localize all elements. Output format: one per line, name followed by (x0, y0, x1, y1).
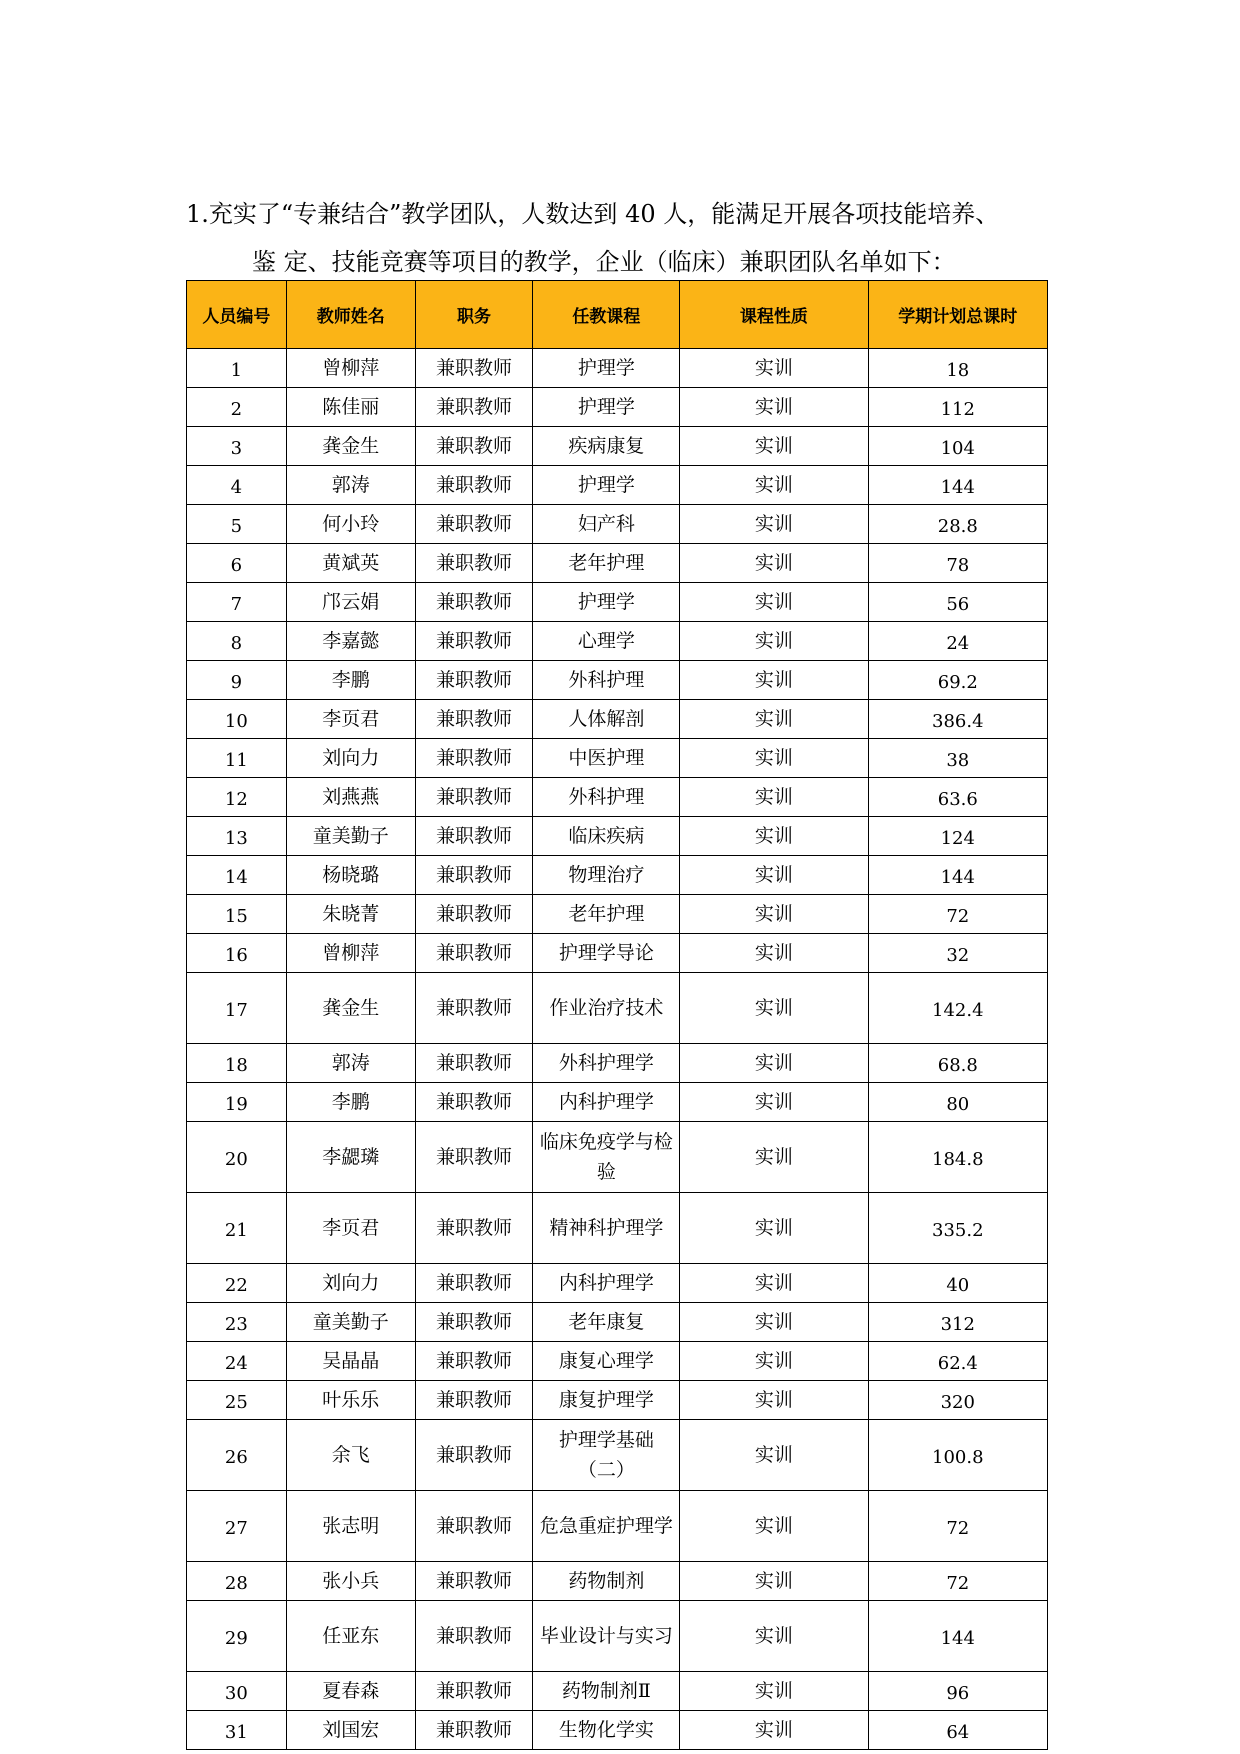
cell-position: 兼职教师 (415, 427, 533, 466)
cell-course: 外科护理 (533, 778, 680, 817)
header-id: 人员编号 (187, 281, 287, 349)
cell-teacher-name: 刘国宏 (286, 1711, 415, 1750)
cell-position: 兼职教师 (415, 622, 533, 661)
cell-position: 兼职教师 (415, 895, 533, 934)
cell-id: 12 (187, 778, 287, 817)
cell-course: 中医护理 (533, 739, 680, 778)
cell-teacher-name: 童美勤子 (286, 1303, 415, 1342)
cell-id: 19 (187, 1083, 287, 1122)
cell-position: 兼职教师 (415, 817, 533, 856)
cell-course: 药物制剂Ⅱ (533, 1672, 680, 1711)
cell-course: 疾病康复 (533, 427, 680, 466)
cell-position: 兼职教师 (415, 388, 533, 427)
cell-id: 9 (187, 661, 287, 700)
cell-total-hours: 386.4 (868, 700, 1047, 739)
cell-course-type: 实训 (680, 388, 868, 427)
cell-course-type: 实训 (680, 349, 868, 388)
cell-course: 精神科护理学 (533, 1193, 680, 1264)
cell-total-hours: 56 (868, 583, 1047, 622)
cell-course: 外科护理 (533, 661, 680, 700)
cell-course-type: 实训 (680, 1562, 868, 1601)
header-teacher-name: 教师姓名 (286, 281, 415, 349)
intro-line-2: 鉴 定、技能竞赛等项目的教学，企业（临床）兼职团队名单如下： (252, 248, 956, 276)
cell-position: 兼职教师 (415, 466, 533, 505)
table-row (187, 661, 1048, 700)
table-row (187, 895, 1048, 934)
table-row (187, 739, 1048, 778)
table-row (187, 427, 1048, 466)
cell-total-hours: 38 (868, 739, 1047, 778)
cell-total-hours: 18 (868, 349, 1047, 388)
header-total-hours: 学期计划总课时 (868, 281, 1047, 349)
cell-id: 20 (187, 1122, 287, 1193)
cell-teacher-name: 刘向力 (286, 739, 415, 778)
cell-course-type: 实训 (680, 1044, 868, 1083)
cell-course: 护理学 (533, 388, 680, 427)
header-course: 任教课程 (533, 281, 680, 349)
cell-position: 兼职教师 (415, 934, 533, 973)
table-row (187, 349, 1048, 388)
table-row (187, 973, 1048, 1044)
cell-course: 老年康复 (533, 1303, 680, 1342)
cell-id: 28 (187, 1562, 287, 1601)
cell-total-hours: 78 (868, 544, 1047, 583)
cell-teacher-name: 龚金生 (286, 427, 415, 466)
table-row (187, 1193, 1048, 1264)
table-row (187, 1264, 1048, 1303)
table-row (187, 778, 1048, 817)
cell-id: 16 (187, 934, 287, 973)
cell-total-hours: 312 (868, 1303, 1047, 1342)
cell-position: 兼职教师 (415, 1083, 533, 1122)
table-row (187, 1122, 1048, 1193)
cell-teacher-name: 何小玲 (286, 505, 415, 544)
cell-course: 毕业设计与实习 (533, 1601, 680, 1672)
cell-position: 兼职教师 (415, 1491, 533, 1562)
cell-teacher-name: 李勰璘 (286, 1122, 415, 1193)
cell-id: 18 (187, 1044, 287, 1083)
cell-total-hours: 68.8 (868, 1044, 1047, 1083)
cell-position: 兼职教师 (415, 1672, 533, 1711)
cell-position: 兼职教师 (415, 778, 533, 817)
intro-line-1: 1.充实了“专兼结合”教学团队，人数达到 40 人，能满足开展各项技能培养、 (186, 200, 1000, 228)
cell-total-hours: 184.8 (868, 1122, 1047, 1193)
cell-course-type: 实训 (680, 856, 868, 895)
cell-id: 27 (187, 1491, 287, 1562)
cell-total-hours: 72 (868, 895, 1047, 934)
cell-teacher-name: 李嘉懿 (286, 622, 415, 661)
cell-id: 17 (187, 973, 287, 1044)
cell-id: 21 (187, 1193, 287, 1264)
cell-total-hours: 124 (868, 817, 1047, 856)
cell-total-hours: 144 (868, 1601, 1047, 1672)
cell-total-hours: 24 (868, 622, 1047, 661)
table-row (187, 1711, 1048, 1750)
cell-course-type: 实训 (680, 739, 868, 778)
cell-position: 兼职教师 (415, 583, 533, 622)
cell-position: 兼职教师 (415, 544, 533, 583)
cell-teacher-name: 张小兵 (286, 1562, 415, 1601)
cell-id: 29 (187, 1601, 287, 1672)
cell-id: 3 (187, 427, 287, 466)
cell-course-type: 实训 (680, 1672, 868, 1711)
cell-position: 兼职教师 (415, 1044, 533, 1083)
cell-teacher-name: 李鹏 (286, 661, 415, 700)
cell-position: 兼职教师 (415, 739, 533, 778)
cell-course-type: 实训 (680, 778, 868, 817)
cell-position: 兼职教师 (415, 1562, 533, 1601)
cell-teacher-name: 任亚东 (286, 1601, 415, 1672)
cell-course-type: 实训 (680, 1342, 868, 1381)
cell-position: 兼职教师 (415, 505, 533, 544)
cell-course: 药物制剂 (533, 1562, 680, 1601)
cell-course-type: 实训 (680, 817, 868, 856)
cell-id: 10 (187, 700, 287, 739)
cell-total-hours: 144 (868, 466, 1047, 505)
cell-position: 兼职教师 (415, 1711, 533, 1750)
cell-position: 兼职教师 (415, 1381, 533, 1420)
cell-course-type: 实训 (680, 700, 868, 739)
cell-course-type: 实训 (680, 1420, 868, 1491)
cell-course-type: 实训 (680, 466, 868, 505)
table-row (187, 856, 1048, 895)
cell-course-type: 实训 (680, 661, 868, 700)
cell-course-type: 实训 (680, 1083, 868, 1122)
table-row (187, 622, 1048, 661)
cell-teacher-name: 黄斌英 (286, 544, 415, 583)
cell-course-type: 实训 (680, 427, 868, 466)
cell-position: 兼职教师 (415, 661, 533, 700)
table-row (187, 1491, 1048, 1562)
cell-course: 物理治疗 (533, 856, 680, 895)
cell-course-type: 实训 (680, 1193, 868, 1264)
cell-id: 1 (187, 349, 287, 388)
cell-total-hours: 40 (868, 1264, 1047, 1303)
table-row (187, 1303, 1048, 1342)
cell-id: 13 (187, 817, 287, 856)
cell-teacher-name: 刘向力 (286, 1264, 415, 1303)
cell-course-type: 实训 (680, 1303, 868, 1342)
cell-total-hours: 104 (868, 427, 1047, 466)
table-row (187, 1672, 1048, 1711)
table-row (187, 1083, 1048, 1122)
cell-course: 临床疾病 (533, 817, 680, 856)
cell-position: 兼职教师 (415, 1122, 533, 1193)
cell-teacher-name: 童美勤子 (286, 817, 415, 856)
cell-id: 14 (187, 856, 287, 895)
cell-course-type: 实训 (680, 1711, 868, 1750)
cell-position: 兼职教师 (415, 1264, 533, 1303)
cell-total-hours: 142.4 (868, 973, 1047, 1044)
header-course-type: 课程性质 (680, 281, 868, 349)
cell-course: 外科护理学 (533, 1044, 680, 1083)
cell-total-hours: 112 (868, 388, 1047, 427)
cell-course: 护理学基础（二） (533, 1420, 680, 1491)
cell-teacher-name: 夏春森 (286, 1672, 415, 1711)
cell-teacher-name: 吴晶晶 (286, 1342, 415, 1381)
cell-id: 30 (187, 1672, 287, 1711)
cell-course-type: 实训 (680, 1264, 868, 1303)
cell-course: 老年护理 (533, 895, 680, 934)
cell-course: 康复护理学 (533, 1381, 680, 1420)
cell-total-hours: 28.8 (868, 505, 1047, 544)
cell-position: 兼职教师 (415, 1303, 533, 1342)
table-row (187, 1044, 1048, 1083)
cell-total-hours: 69.2 (868, 661, 1047, 700)
cell-id: 23 (187, 1303, 287, 1342)
table-row (187, 1562, 1048, 1601)
cell-course-type: 实训 (680, 973, 868, 1044)
cell-teacher-name: 叶乐乐 (286, 1381, 415, 1420)
cell-course-type: 实训 (680, 505, 868, 544)
cell-course-type: 实训 (680, 622, 868, 661)
cell-teacher-name: 龚金生 (286, 973, 415, 1044)
cell-teacher-name: 李鹏 (286, 1083, 415, 1122)
cell-teacher-name: 曾柳萍 (286, 934, 415, 973)
cell-course: 临床免疫学与检验 (533, 1122, 680, 1193)
cell-course: 妇产科 (533, 505, 680, 544)
table-row (187, 1601, 1048, 1672)
cell-id: 22 (187, 1264, 287, 1303)
cell-total-hours: 144 (868, 856, 1047, 895)
cell-course-type: 实训 (680, 1491, 868, 1562)
cell-course: 生物化学实 (533, 1711, 680, 1750)
cell-course-type: 实训 (680, 1122, 868, 1193)
cell-course: 老年护理 (533, 544, 680, 583)
cell-course: 人体解剖 (533, 700, 680, 739)
table-row (187, 1420, 1048, 1491)
cell-teacher-name: 李页君 (286, 700, 415, 739)
table-row (187, 583, 1048, 622)
intro-paragraph (186, 190, 1066, 286)
cell-position: 兼职教师 (415, 1342, 533, 1381)
cell-id: 24 (187, 1342, 287, 1381)
table-header-row (187, 281, 1048, 349)
cell-id: 26 (187, 1420, 287, 1491)
header-position: 职务 (415, 281, 533, 349)
cell-course: 护理学导论 (533, 934, 680, 973)
teacher-roster-table (186, 280, 1048, 1750)
cell-total-hours: 63.6 (868, 778, 1047, 817)
cell-course: 护理学 (533, 466, 680, 505)
cell-course-type: 实训 (680, 1601, 868, 1672)
cell-course: 心理学 (533, 622, 680, 661)
cell-course-type: 实训 (680, 895, 868, 934)
cell-total-hours: 72 (868, 1491, 1047, 1562)
cell-position: 兼职教师 (415, 1193, 533, 1264)
table-row (187, 388, 1048, 427)
cell-course: 康复心理学 (533, 1342, 680, 1381)
cell-total-hours: 320 (868, 1381, 1047, 1420)
cell-id: 25 (187, 1381, 287, 1420)
cell-total-hours: 72 (868, 1562, 1047, 1601)
cell-course: 护理学 (533, 349, 680, 388)
cell-teacher-name: 邝云娟 (286, 583, 415, 622)
cell-position: 兼职教师 (415, 700, 533, 739)
cell-teacher-name: 郭涛 (286, 1044, 415, 1083)
cell-total-hours: 62.4 (868, 1342, 1047, 1381)
table-row (187, 544, 1048, 583)
cell-course-type: 实训 (680, 1381, 868, 1420)
table-row (187, 1342, 1048, 1381)
cell-position: 兼职教师 (415, 1601, 533, 1672)
cell-teacher-name: 曾柳萍 (286, 349, 415, 388)
cell-position: 兼职教师 (415, 349, 533, 388)
cell-total-hours: 96 (868, 1672, 1047, 1711)
cell-teacher-name: 刘燕燕 (286, 778, 415, 817)
cell-id: 6 (187, 544, 287, 583)
cell-position: 兼职教师 (415, 1420, 533, 1491)
cell-course: 内科护理学 (533, 1264, 680, 1303)
cell-teacher-name: 杨晓璐 (286, 856, 415, 895)
table-row (187, 505, 1048, 544)
cell-id: 5 (187, 505, 287, 544)
cell-teacher-name: 陈佳丽 (286, 388, 415, 427)
cell-teacher-name: 郭涛 (286, 466, 415, 505)
cell-id: 11 (187, 739, 287, 778)
cell-id: 4 (187, 466, 287, 505)
cell-id: 31 (187, 1711, 287, 1750)
cell-id: 8 (187, 622, 287, 661)
table-body (187, 349, 1048, 1750)
cell-teacher-name: 余飞 (286, 1420, 415, 1491)
cell-course: 作业治疗技术 (533, 973, 680, 1044)
cell-course-type: 实训 (680, 544, 868, 583)
table-row (187, 466, 1048, 505)
cell-total-hours: 335.2 (868, 1193, 1047, 1264)
cell-course: 危急重症护理学 (533, 1491, 680, 1562)
cell-total-hours: 64 (868, 1711, 1047, 1750)
cell-course: 护理学 (533, 583, 680, 622)
cell-teacher-name: 朱晓菁 (286, 895, 415, 934)
table-row (187, 817, 1048, 856)
cell-teacher-name: 李页君 (286, 1193, 415, 1264)
cell-id: 2 (187, 388, 287, 427)
cell-teacher-name: 张志明 (286, 1491, 415, 1562)
cell-position: 兼职教师 (415, 856, 533, 895)
cell-course: 内科护理学 (533, 1083, 680, 1122)
cell-total-hours: 80 (868, 1083, 1047, 1122)
cell-total-hours: 32 (868, 934, 1047, 973)
cell-total-hours: 100.8 (868, 1420, 1047, 1491)
cell-course-type: 实训 (680, 934, 868, 973)
cell-id: 15 (187, 895, 287, 934)
cell-course-type: 实训 (680, 583, 868, 622)
cell-id: 7 (187, 583, 287, 622)
table-row (187, 934, 1048, 973)
table-row (187, 1381, 1048, 1420)
table-row (187, 700, 1048, 739)
cell-position: 兼职教师 (415, 973, 533, 1044)
